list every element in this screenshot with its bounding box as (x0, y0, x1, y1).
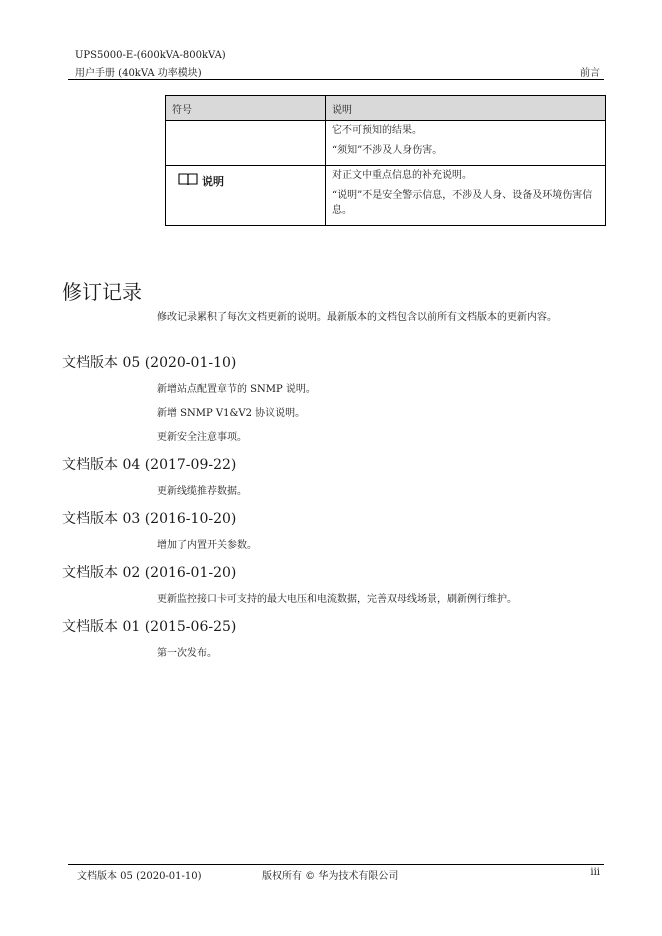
header-title: UPS5000-E-(600kVA-800kVA) (75, 50, 226, 61)
footer-version: 文档版本 05 (2020-01-10) (77, 871, 202, 882)
change-item: 更新线缆推荐数据。 (157, 486, 247, 497)
version-heading: 文档版本 05 (2020-01-10) (62, 355, 237, 371)
change-item: 更新安全注意事项。 (157, 432, 247, 443)
description-line: “说明”不是安全警示信息，不涉及人身、设备及环境伤害信息。 (332, 190, 593, 216)
revision-history-title: 修订记录 (62, 280, 142, 304)
change-item: 第一次发布。 (157, 648, 217, 659)
column-header-symbol: 符号 (166, 96, 326, 121)
change-item: 更新监控接口卡可支持的最大电压和电流数据，完善双母线场景，刷新例行维护。 (157, 594, 517, 605)
symbol-cell (166, 166, 326, 226)
description-line: “须知”不涉及人身伤害。 (332, 145, 443, 156)
note-label (172, 168, 319, 189)
column-header-description: 说明 (326, 96, 606, 121)
symbol-table (165, 95, 606, 226)
table-row (166, 121, 606, 166)
note-label-text: 说明 (202, 174, 224, 188)
header-divider (68, 79, 604, 80)
description-line: 对正文中重点信息的补充说明。 (332, 170, 472, 181)
version-heading: 文档版本 01 (2015-06-25) (62, 619, 237, 635)
version-heading: 文档版本 02 (2016-01-20) (62, 565, 237, 581)
change-item: 新增 SNMP V1&V2 协议说明。 (157, 408, 306, 419)
book-icon (178, 172, 198, 189)
footer-copyright: 版权所有 © 华为技术有限公司 (262, 871, 399, 882)
change-item: 新增站点配置章节的 SNMP 说明。 (157, 384, 316, 395)
header-subtitle: 用户手册 (40kVA 功率模块) (75, 68, 202, 79)
description-line: 它不可预知的结果。 (332, 125, 422, 136)
header-section: 前言 (580, 68, 600, 79)
version-heading: 文档版本 04 (2017-09-22) (62, 457, 237, 473)
version-heading: 文档版本 03 (2016-10-20) (62, 511, 237, 527)
table-row (166, 166, 606, 226)
description-cell (326, 121, 606, 166)
revision-intro: 修改记录累积了每次文档更新的说明。最新版本的文档包含以前所有文档版本的更新内容。 (157, 312, 557, 323)
symbol-cell (166, 121, 326, 166)
change-item: 增加了内置开关参数。 (157, 540, 257, 551)
table-header-row (166, 96, 606, 121)
footer-divider (68, 864, 604, 865)
description-cell (326, 166, 606, 226)
footer-page-number: iii (590, 867, 600, 878)
